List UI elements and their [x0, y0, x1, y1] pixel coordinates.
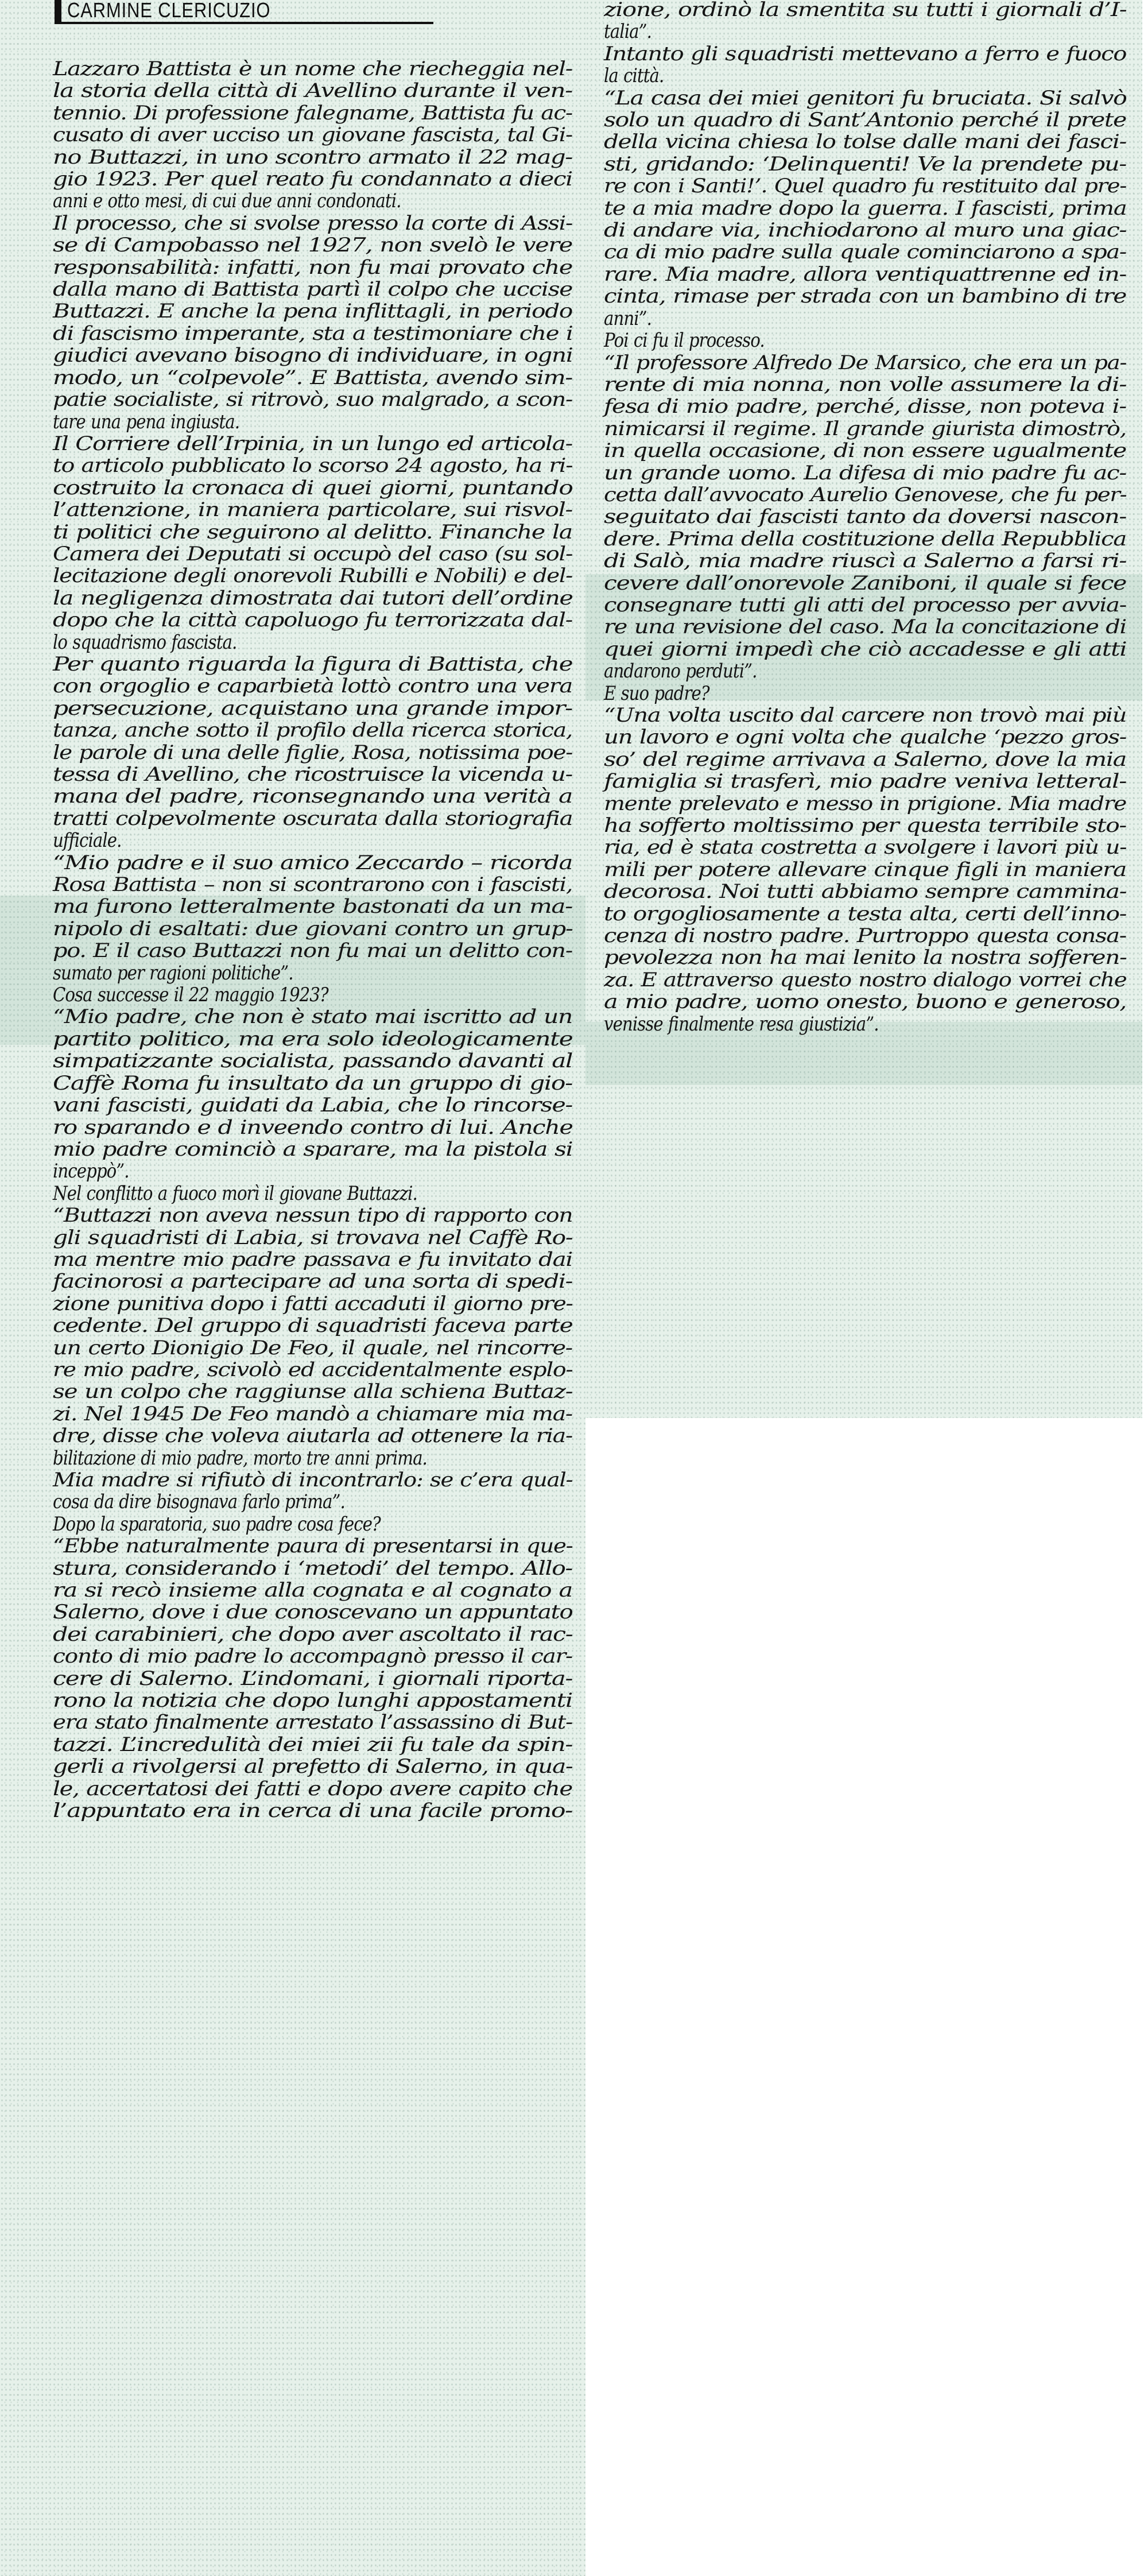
text-line: inceppò”. [53, 1160, 129, 1183]
text-line: “Mio padre e il suo amico Zeccardo – ricorda [53, 851, 572, 874]
text-line: un certo Dionigio De Feo, il quale, nel rincorre- [53, 1336, 573, 1359]
text-line: talia”. [604, 20, 651, 44]
text-line: re mio padre, scivolò ed accidentalmente esplo- [53, 1358, 573, 1381]
text-line: Il processo, che si svolse presso la corte di Assi- [53, 211, 572, 235]
text-line: di Salò, mia madre riuscì a Salerno a farsi ri- [604, 549, 1127, 573]
text-line: anni”. [604, 307, 652, 330]
text-line: cevere dall’onorevole Zaniboni, il quale si fece [604, 571, 1126, 595]
text-line: Intanto gli squadristi mettevano a ferro e fuoco [604, 42, 1127, 65]
byline [55, 0, 433, 24]
text-line: le, accertatosi dei fatti e dopo avere capito che [53, 1777, 573, 1800]
text-line: dalla mano di Battista partì il colpo che uccise [53, 278, 572, 301]
text-line: dei carabinieri, che dopo aver ascoltato il rac- [53, 1622, 573, 1646]
text-line: zione, ordinò la smentita su tutti i giornali d’I- [604, 0, 1127, 21]
text-line: tessa di Avellino, che ricostruisce la vicenda u- [53, 763, 572, 786]
text-line: “Una volta uscito dal carcere non trovò mai più [604, 704, 1127, 727]
text-line: Buttazzi. E anche la pena inflittagli, in periodo [53, 300, 572, 323]
text-line: se di Campobasso nel 1927, non svelò le vere [53, 234, 572, 257]
text-line: nipolo di esaltati: due giovani contro un grup- [53, 917, 573, 940]
text-line: conto di mio padre lo accompagnò presso il car- [53, 1645, 572, 1668]
text-line: modo, un “colpevole”. E Battista, avendo sim- [53, 366, 572, 389]
text-line: lecitazione degli onorevoli Rubilli e Nobili) e del- [53, 564, 572, 588]
text-line: la storia della città di Avellino durante il ven- [53, 79, 573, 103]
text-line: mente prelevato e messo in prigione. Mia madre [604, 792, 1126, 815]
text-line: cenza di nostro padre. Purtroppo questa consa- [604, 924, 1126, 948]
text-line: sumato per ragioni politiche”. [53, 961, 293, 985]
text-line: simpatizzante socialista, passando davanti al [53, 1049, 573, 1073]
text-line: Mia madre si rifiutò di incontrarlo: se c’era qual- [53, 1469, 573, 1492]
text-line: rare. Mia madre, allora ventiquattrenne ed in- [604, 262, 1126, 286]
article-column-right [604, 0, 1126, 1035]
text-line: era stato finalmente arrestato l’assassino di But- [53, 1711, 573, 1734]
text-line: famiglia si trasferì, mio padre veniva letteral- [604, 770, 1127, 793]
text-line: partito politico, ma era solo ideologicamente [53, 1027, 573, 1051]
text-line: zi. Nel 1945 De Feo mandò a chiamare mia ma- [53, 1402, 572, 1425]
text-line: dre, disse che voleva aiutarla ad ottenere la ria- [53, 1424, 573, 1448]
text-line: ca di mio padre sulla quale cominciarono a spa- [604, 241, 1126, 264]
text-line: ro sparando e d inveendo contro di lui. Anche [53, 1115, 573, 1139]
text-line: “Mio padre, che non è stato mai iscritto ad un [53, 1005, 572, 1029]
text-line: costruito la cronaca di quei giorni, puntando [53, 476, 573, 499]
text-line: E suo padre? [604, 681, 709, 705]
text-line: patie socialiste, si ritrovò, suo malgrado, a scon- [53, 388, 572, 412]
text-line: za. E attraverso questo nostro dialogo vorrei che [604, 968, 1127, 991]
text-line: Rosa Battista – non si scontrarono con i fascisti, [53, 873, 573, 897]
text-line: giudici avevano bisogno di individuare, in ogni [53, 344, 573, 367]
text-line: un grande uomo. La difesa di mio padre fu ac- [604, 461, 1126, 485]
text-line: pevolezza non ha mai lenito la nostra sofferen- [604, 946, 1127, 970]
text-line: andarono perduti”. [604, 660, 757, 683]
text-line: so’ del regime arrivava a Salerno, dove la mia [604, 747, 1126, 771]
author-name: CARMINE CLERICUZIO [67, 0, 271, 22]
text-line: nimicarsi il regime. Il grande giurista dimostrò, [604, 417, 1127, 440]
text-line: gerli a rivolgersi al prefetto di Salerno, in qua- [53, 1755, 573, 1779]
text-line: cetta dall’avvocato Aurelio Genovese, che fu per- [604, 483, 1127, 506]
text-line: dere. Prima della costituzione della Repubblica [604, 527, 1127, 551]
text-line: cusato di aver ucciso un giovane fascista, tal Gi- [53, 123, 572, 147]
text-line: bilitazione di mio padre, morto tre anni prima. [53, 1446, 427, 1470]
text-line: rente di mia nonna, non volle assumere la di- [604, 373, 1127, 396]
text-line: vani fascisti, guidati da Labia, che lo rincorse- [53, 1094, 573, 1117]
text-line: lo squadrismo fascista. [53, 630, 237, 654]
text-line: “Ebbe naturalmente paura di presentarsi in que- [53, 1535, 573, 1558]
text-line: Il Corriere dell’Irpinia, in un lungo ed articola- [53, 432, 572, 455]
text-line: po. E il caso Buttazzi non fu mai un delitto con- [53, 939, 573, 963]
text-line: solo un quadro di Sant’Antonio perché il prete [604, 109, 1126, 132]
text-line: Poi ci fu il processo. [604, 329, 765, 352]
text-line: responsabilità: infatti, non fu mai provato che [53, 255, 572, 279]
text-line: “Il professore Alfredo De Marsico, che era un pa- [604, 351, 1127, 374]
text-line: le parole di una delle figlie, Rosa, notissima poe- [53, 741, 573, 764]
text-line: Nel conflitto a fuoco morì il giovane Buttazzi. [53, 1182, 417, 1205]
text-line: consegnare tutti gli atti del processo per avvia- [604, 593, 1127, 617]
text-line: persecuzione, acquistano una grande impor- [53, 696, 572, 720]
text-line: mana del padre, riconsegnando una verità a [53, 785, 572, 808]
text-line: Caffè Roma fu insultato da un gruppo di gio- [53, 1071, 572, 1095]
text-line: cosa da dire bisognava farlo prima”. [53, 1490, 345, 1514]
text-line: “La casa dei miei genitori fu bruciata. Si salvò [604, 86, 1127, 110]
text-line: Per quanto riguarda la figura di Battista, che [53, 652, 573, 676]
text-line: se un colpo che raggiunse alla schiena Buttaz- [53, 1380, 573, 1404]
text-line: facinorosi a partecipare ad una sorta di spedi- [53, 1270, 573, 1293]
byline-bar [55, 0, 61, 22]
text-line: Lazzaro Battista è un nome che riecheggia nel- [53, 57, 572, 80]
text-line: no Buttazzi, in uno scontro armato il 22 mag- [53, 145, 572, 169]
text-line: tazzi. L’incredulità dei miei zii fu tale da spin- [53, 1733, 573, 1756]
text-line: venisse finalmente resa giustizia”. [604, 1012, 879, 1036]
text-line: ha sofferto moltissimo per questa terribile sto- [604, 814, 1126, 838]
text-line: Salerno, dove i due conoscevano un appuntato [53, 1601, 573, 1624]
text-line: di andare via, inchiodarono al muro una giac- [604, 219, 1127, 242]
text-line: dopo che la città capoluogo fu terrorizzata dal- [53, 609, 572, 632]
text-line: anni e otto mesi, di cui due anni condonati. [53, 189, 401, 213]
text-line: l’appuntato era in cerca di una facile promo- [53, 1799, 572, 1823]
text-line: ma furono letteralmente bastonati da un ma- [53, 895, 572, 919]
text-line: la città. [604, 64, 664, 88]
text-line: tennio. Di professione falegname, Battista fu ac- [53, 101, 572, 125]
text-line: cere di Salerno. L’indomani, i giornali riporta- [53, 1667, 573, 1690]
text-line: to articolo pubblicato lo scorso 24 agosto, ha ri- [53, 454, 573, 478]
text-line: con orgoglio e caparbietà lottò contro una vera [53, 675, 572, 698]
text-line: decorosa. Noi tutti abbiamo sempre cammina- [604, 880, 1127, 904]
text-line: Camera dei Deputati si occupò del caso (su sol- [53, 542, 573, 565]
text-line: te a mia madre dopo la guerra. I fascisti, prima [604, 196, 1127, 220]
text-line: quei giorni impedì che ciò accadesse e gli atti [604, 637, 1127, 661]
text-line: zione punitiva dopo i fatti accaduti il giorno pre- [53, 1292, 573, 1315]
text-line: to orgogliosamente a testa alta, certi dell’inno- [604, 902, 1127, 925]
text-line: un lavoro e ogni volta che qualche ‘pezzo gros- [604, 726, 1127, 749]
text-line: gio 1923. Per quel reato fu condannato a dieci [53, 168, 572, 191]
text-line: di fascismo imperante, sta a testimoniare che i [53, 321, 573, 345]
text-line: stura, considerando i ‘metodi’ del tempo. Allo- [53, 1556, 572, 1580]
text-line: cedente. Del gruppo di squadristi faceva parte [53, 1314, 573, 1338]
text-line: tanza, anche sotto il profilo della ricerca storica, [53, 719, 572, 742]
text-line: ria, ed è stata costretta a svolgere i lavori più u- [604, 836, 1127, 859]
text-line: l’attenzione, in maniera particolare, sui risvol- [53, 498, 572, 522]
text-line: a mio padre, uomo onesto, buono e generoso, [604, 990, 1127, 1014]
text-line: rono la notizia che dopo lunghi appostamenti [53, 1689, 572, 1713]
text-line: fesa di mio padre, perché, disse, non poteva i- [604, 395, 1126, 419]
text-line: cinta, rimase per strada con un bambino di tre [604, 285, 1126, 308]
text-line: sti, gridando: ‘Delinquenti! Ve la prendete pu- [604, 152, 1126, 176]
text-line: tratti colpevolmente oscurata dalla storiografia [53, 807, 573, 830]
text-line: mio padre cominciò a sparare, ma la pistola si [53, 1137, 573, 1161]
text-line: ufficiale. [53, 829, 122, 853]
text-line: “Buttazzi non aveva nessun tipo di rapporto con [53, 1204, 573, 1227]
text-line: seguitato dai fascisti tanto da doversi nascon- [604, 505, 1127, 529]
text-line: ti politici che seguirono al delitto. Finanche la [53, 520, 573, 544]
text-line: la negligenza dimostrata dai tutori dell’ordine [53, 586, 573, 610]
text-line: mili per potere allevare cinque figli in maniera [604, 858, 1126, 881]
article-column-left [53, 58, 572, 1822]
text-line: ma mentre mio padre passava e fu invitato dai [53, 1248, 572, 1271]
text-line: tare una pena ingiusta. [53, 410, 240, 433]
text-line: in quella occasione, di non essere ugualmente [604, 439, 1126, 463]
text-line: della vicina chiesa lo tolse dalle mani dei fasci- [604, 130, 1126, 154]
text-line: gli squadristi di Labia, si trovava nel Caffè Ro- [53, 1226, 573, 1249]
text-line: ra si recò insieme alla cognata e al cognato a [53, 1579, 572, 1602]
text-line: re una revisione del caso. Ma la concitazione di [604, 615, 1126, 639]
text-line: Cosa successe il 22 maggio 1923? [53, 983, 328, 1007]
text-line: re con i Santi!’. Quel quadro fu restituito dal pre- [604, 175, 1127, 198]
text-line: Dopo la sparatoria, suo padre cosa fece? [53, 1512, 381, 1536]
